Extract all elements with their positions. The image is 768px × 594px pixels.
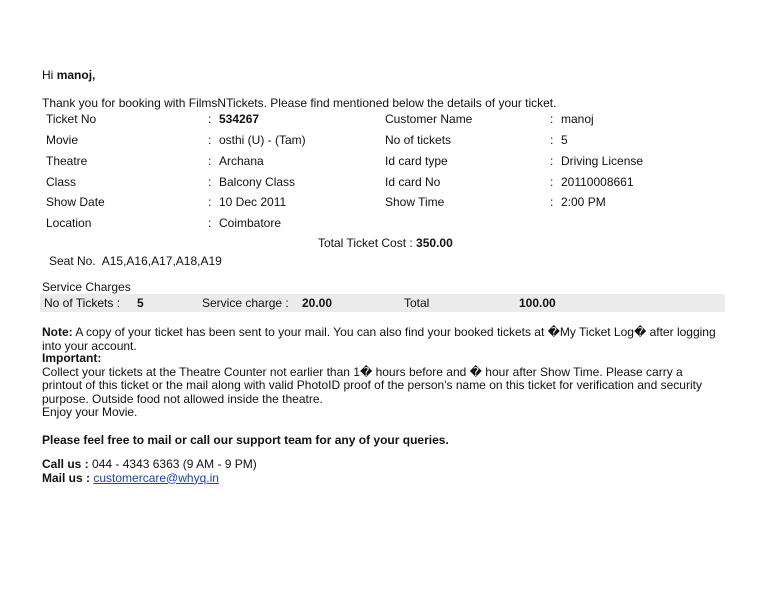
detail-row <box>42 154 732 174</box>
label-movie: Movie <box>46 133 79 147</box>
id-card-no: 20110008661 <box>561 175 634 189</box>
mail-label: Mail us : <box>42 470 91 485</box>
service-charges-title: Service Charges <box>42 280 131 294</box>
detail-row <box>42 133 732 153</box>
colon: : <box>550 175 554 189</box>
movie: osthi (U) - (Tam) <box>219 133 306 147</box>
service-charges-bar <box>40 294 725 312</box>
colon: : <box>550 112 554 126</box>
colon: : <box>208 216 212 230</box>
note-text: A copy of your ticket has been sent to your mail. You can also find your booked tickets at �My Ticket Log� after logging into your account. <box>42 325 716 353</box>
service-charge-value: 20.00 <box>302 296 333 310</box>
detail-row <box>42 195 732 215</box>
note-label: Note: <box>42 325 73 339</box>
label-id-card-no: Id card No <box>385 175 441 189</box>
value-id-card-no <box>550 175 634 189</box>
call-value: 044 - 4343 6363 (9 AM - 9 PM) <box>92 457 257 471</box>
show-time: 2:00 PM <box>561 195 606 209</box>
total-ticket-cost <box>318 236 453 250</box>
value-customer-name <box>550 112 594 126</box>
value-movie <box>208 133 306 147</box>
label-id-card-type: Id card type <box>385 154 448 168</box>
label-show-date: Show Date <box>46 195 105 209</box>
seat-info <box>49 254 222 268</box>
service-total-label: Total <box>404 296 430 310</box>
colon: : <box>208 154 212 168</box>
label-customer-name: Customer Name <box>385 112 473 126</box>
important-label: Important: <box>42 351 102 365</box>
contact-section <box>42 458 722 485</box>
customer-name-greeting: manoj, <box>56 68 96 82</box>
call-line <box>42 458 722 472</box>
ticket-no: 534267 <box>219 112 260 126</box>
colon: : <box>208 112 212 126</box>
colon: : <box>208 133 212 147</box>
value-show-time <box>550 195 606 209</box>
support-text <box>42 433 449 447</box>
detail-row <box>42 175 732 195</box>
value-theatre <box>208 154 264 168</box>
mail-line <box>42 472 722 486</box>
greeting-prefix: Hi <box>42 68 54 82</box>
important-text: Collect your tickets at the Theatre Counter not earlier than 1� hours before and � hour after Show Time. Please carry a printout of this ticket or the mail along with valid PhotoID proof of the person's name on this ticket for verification and security purpose. Outside food not allowed inside the theatre. <box>42 364 702 406</box>
label-show-time: Show Time <box>385 195 445 209</box>
value-class <box>208 175 295 189</box>
customer-name: manoj <box>561 112 594 126</box>
label-ticket-no: Ticket No <box>46 112 97 126</box>
value-location <box>208 216 281 230</box>
colon: : <box>208 175 212 189</box>
colon: : <box>550 133 554 147</box>
id-card-type: Driving License <box>561 154 644 168</box>
service-charge-label: Service charge : <box>202 296 289 310</box>
value-ticket-no <box>208 112 259 126</box>
intro-text: Thank you for booking with FilmsNTickets. Please find mentioned below the details of your ticket. <box>42 96 557 110</box>
mail-link[interactable]: customercare@whyq.in <box>93 470 219 485</box>
label-class: Class <box>46 175 77 189</box>
detail-row <box>42 216 732 236</box>
colon: : <box>208 195 212 209</box>
label-theatre: Theatre <box>46 154 88 168</box>
theatre: Archana <box>219 154 264 168</box>
total-value: 350.00 <box>416 236 453 250</box>
enjoy-text: Enjoy your Movie. <box>42 405 138 419</box>
show-date: 10 Dec 2011 <box>219 195 287 209</box>
no-of-tickets: 5 <box>561 133 568 147</box>
value-no-of-tickets <box>550 133 568 147</box>
label-no-of-tickets: No of tickets <box>385 133 452 147</box>
value-id-card-type <box>550 154 643 168</box>
class: Balcony Class <box>219 175 296 189</box>
seat-value: A15,A16,A17,A18,A19 <box>101 254 222 268</box>
colon: : <box>550 195 554 209</box>
service-tickets-value: 5 <box>137 296 144 310</box>
greeting <box>42 68 95 82</box>
service-total-value: 100.00 <box>519 296 556 310</box>
detail-row <box>42 112 732 132</box>
service-tickets-label: No of Tickets : <box>44 296 121 310</box>
call-label: Call us : <box>42 457 89 471</box>
important-section <box>42 352 722 420</box>
support-message: Please feel free to mail or call our support team for any of your queries. <box>42 433 449 447</box>
value-show-date <box>208 195 286 209</box>
colon: : <box>550 154 554 168</box>
total-label: Total Ticket Cost : <box>318 236 413 250</box>
label-location: Location <box>46 216 92 230</box>
seat-label: Seat No. <box>49 254 96 268</box>
location: Coimbatore <box>219 216 282 230</box>
note-paragraph <box>42 326 722 353</box>
